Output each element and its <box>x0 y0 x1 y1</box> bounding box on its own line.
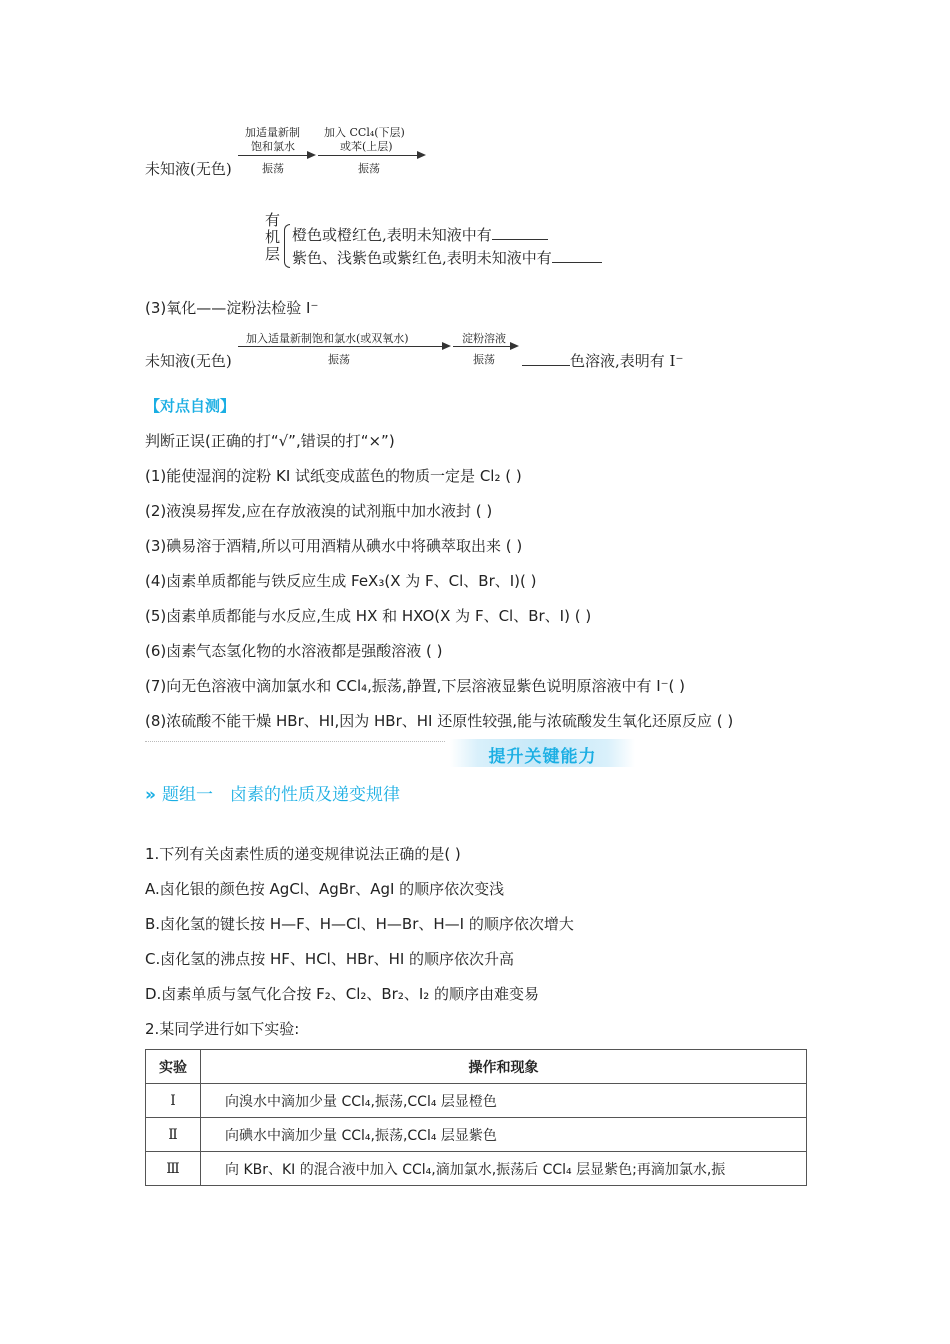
blank <box>522 365 570 366</box>
q1-option-a: A.卤化银的颜色按 AgCl、AgBr、AgI 的顺序依次变浅 <box>145 880 505 898</box>
table-row <box>146 1118 807 1152</box>
flow1-step1-top1: 加适量新制 <box>245 126 300 139</box>
q2-stem: 2.某同学进行如下实验: <box>145 1020 300 1038</box>
self-test-header: 【对点自测】 <box>145 397 236 415</box>
flow2-arrow2 <box>453 346 511 347</box>
q1-option-d: D.卤素单质与氢气化合按 F₂、Cl₂、Br₂、I₂ 的顺序由难变易 <box>145 985 540 1003</box>
flow2-arrowhead2 <box>510 342 519 350</box>
layer-label-2: 机 <box>265 228 281 246</box>
self-test-instruction: 判断正误(正确的打“√”,错误的打“×”) <box>145 432 395 450</box>
table-cell: Ⅰ <box>146 1084 201 1118</box>
table-header-cell: 操作和现象 <box>201 1050 807 1084</box>
flow1-result2-text: 紫色、浅紫色或紫红色,表明未知液中有 <box>292 249 552 267</box>
self-test-item-4: (4)卤素单质都能与铁反应生成 FeX₃(X 为 F、Cl、Br、I)( ) <box>145 572 537 590</box>
table-row <box>146 1152 807 1186</box>
table-cell: Ⅲ <box>146 1152 201 1186</box>
group-heading <box>145 780 400 805</box>
flow2-step2-top: 淀粉溶液 <box>462 332 506 345</box>
group-title: 题组一 卤素的性质及递变规律 <box>161 785 400 805</box>
self-test-item-3: (3)碘易溶于酒精,所以可用酒精从碘水中将碘萃取出来 ( ) <box>145 537 523 555</box>
layer-label-1: 有 <box>265 211 281 229</box>
flow2-arrow1 <box>238 346 443 347</box>
flow2-step2-bottom: 振荡 <box>473 353 495 366</box>
table-cell: Ⅱ <box>146 1118 201 1152</box>
flow2-step1-top: 加入适量新制饱和氯水(或双氧水) <box>246 332 409 345</box>
flow1-start: 未知液(无色) <box>145 160 232 178</box>
blank <box>552 262 602 263</box>
layer-brace <box>284 224 290 268</box>
flow1-arrow2 <box>318 155 418 156</box>
section-banner <box>450 739 635 767</box>
flow1-step2-top2: 或苯(上层) <box>340 140 393 153</box>
self-test-item-7: (7)向无色溶液中滴加氯水和 CCl₄,振荡,静置,下层溶液显紫色说明原溶液中有 I⁻( ) <box>145 677 686 695</box>
flow1-arrowhead1 <box>307 151 316 159</box>
table-cell: 向溴水中滴加少量 CCl₄,振荡,CCl₄ 层显橙色 <box>201 1084 807 1118</box>
self-test-item-6: (6)卤素气态氢化物的水溶液都是强酸溶液 ( ) <box>145 642 443 660</box>
flow1-step1-bottom: 振荡 <box>262 162 284 175</box>
flow1-arrow1 <box>238 155 308 156</box>
table-header-cell: 实验 <box>146 1050 201 1084</box>
flow1-arrowhead2 <box>417 151 426 159</box>
q1-option-b: B.卤化氢的键长按 H—F、H—Cl、H—Br、H—I 的顺序依次增大 <box>145 915 574 933</box>
flow2-start: 未知液(无色) <box>145 352 232 370</box>
flow1-step2-bottom: 振荡 <box>358 162 380 175</box>
section3-title: (3)氧化——淀粉法检验 I⁻ <box>145 299 319 317</box>
divider <box>145 741 445 742</box>
layer-label-3: 层 <box>265 245 281 263</box>
q1-option-c: C.卤化氢的沸点按 HF、HCl、HBr、HI 的顺序依次升高 <box>145 950 515 968</box>
banner-title: 提升关键能力 <box>488 747 597 767</box>
flow1-result2 <box>292 247 602 268</box>
self-test-item-8: (8)浓硫酸不能干燥 HBr、HI,因为 HBr、HI 还原性较强,能与浓硫酸发生氧化还原反应 ( ) <box>145 712 734 730</box>
q1-stem: 1.下列有关卤素性质的递变规律说法正确的是( ) <box>145 845 461 863</box>
self-test-item-2: (2)液溴易挥发,应在存放液溴的试剂瓶中加水液封 ( ) <box>145 502 493 520</box>
double-chevron-icon: » <box>145 785 156 805</box>
table-row <box>146 1084 807 1118</box>
flow1-step1-top2: 饱和氯水 <box>251 140 295 153</box>
flow1-result1-text: 橙色或橙红色,表明未知液中有 <box>292 226 492 244</box>
experiment-table <box>145 1049 807 1186</box>
flow1-result1 <box>292 224 548 245</box>
blank <box>492 239 548 240</box>
table-header-row <box>146 1050 807 1084</box>
flow2-result <box>522 350 683 371</box>
self-test-item-5: (5)卤素单质都能与水反应,生成 HX 和 HXO(X 为 F、Cl、Br、I) ( ) <box>145 607 592 625</box>
flow2-arrowhead1 <box>442 342 451 350</box>
flow1-step2-top1: 加入 CCl₄(下层) <box>324 126 405 139</box>
table-cell: 向 KBr、KI 的混合液中加入 CCl₄,滴加氯水,振荡后 CCl₄ 层显紫色;再滴加氯水,振 <box>201 1152 807 1186</box>
table-cell: 向碘水中滴加少量 CCl₄,振荡,CCl₄ 层显紫色 <box>201 1118 807 1152</box>
flow2-step1-bottom: 振荡 <box>328 353 350 366</box>
flow2-result-text: 色溶液,表明有 I⁻ <box>570 352 684 370</box>
self-test-item-1: (1)能使湿润的淀粉 KI 试纸变成蓝色的物质一定是 Cl₂ ( ) <box>145 467 522 485</box>
